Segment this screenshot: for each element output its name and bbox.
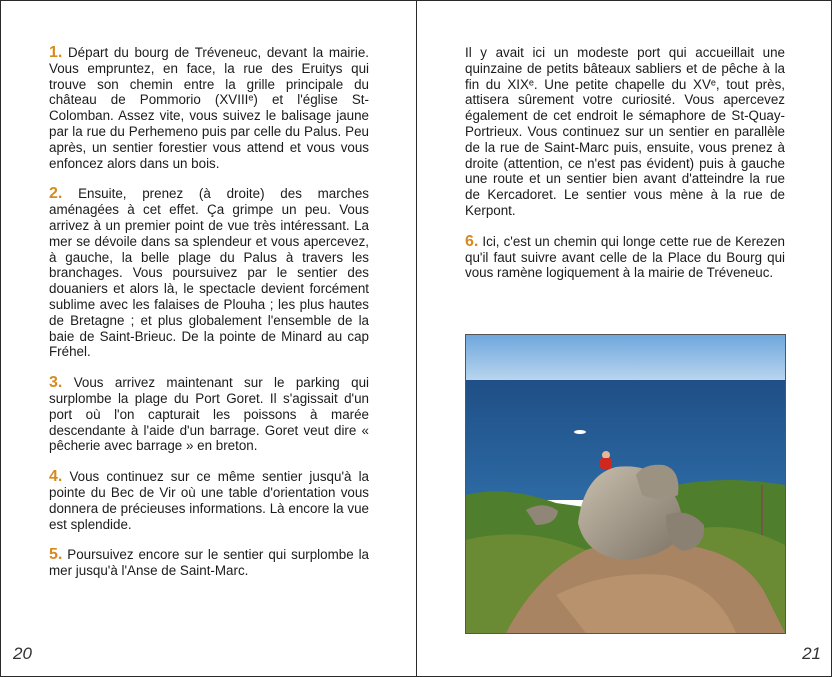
step-paragraph [465,234,785,281]
page-number-left: 20 [13,644,32,663]
step-number: 2. [49,185,63,203]
step-text: Vous arrivez maintenant sur le parking qui surplombe la plage du Port Goret. Il s'agissait d'un port où l'on capturait les poissons à marée descendante à l'aide d'un barrage. Goret veut dire « pêcherie avec barrage » en breton. [49,375,369,454]
left-page [1,1,416,676]
paragraph-text: Il y avait ici un modeste port qui accueillait une quinzaine de petits bâteaux sabliers et de pêche à la fin du XIXᵉ. Une petite chapelle du XVᵉ, tout près, attisera sûrement votre curiosité. Vous apercevez également de cet endroit le sémaphore de St-Quay-Portrieux. Vous continuez sur un sentier en parallèle de la rue de Saint-Marc puis, ensuite, vous prenez à droite (attention, ce n'est pas évident) puis à gauche une route et un sentier bien avant d'atteindre la rue de Kercadoret. Le sentier vous mène à la rue de Kerpont. [465,45,785,218]
rock-back [636,465,678,499]
step-paragraph [49,375,369,454]
right-text-column [465,45,785,296]
continued-paragraph [465,45,785,219]
step-text: Ici, c'est un chemin qui longe cette rue de Kerezen qu'il faut suivre avant celle de la Place du Bourg qui vous ramène logiquement à la mairie de Tréveneuc. [465,233,785,281]
person-body [600,458,612,469]
step-text: Poursuivez encore sur le sentier qui surplombe la mer jusqu'à l'Anse de Saint-Marc. [49,547,369,579]
left-text-column [49,45,369,594]
coastal-photo-illustration [466,335,785,633]
step-number: 1. [49,44,63,61]
step-text: Ensuite, prenez (à droite) des marches aménagées à cet effet. Ça grimpe un peu. Vous arrivez à un premier point de vue très intéressant. La mer se dévoile dans sa splendeur et vous apercevez, à gauche, la belle plage du Palus à travers les branchages. Vous poursuivez par le sentier des douaniers et alors là, le spectacle devient forcément sublime avec les falaises de Plouha ; les plus hautes de Bretagne ; et plus globalement l'ensemble de la baie de Saint-Brieuc. De la pointe de Minard au cap Fréhel. [49,186,369,360]
coastal-photo [465,334,786,634]
step-text: Vous continuez sur ce même sentier jusqu'à la pointe du Bec de Vir où une table d'orientation vous donnera de précieuses informations. Là encore la vue est splendide. [49,469,369,532]
sky [466,335,785,381]
step-number: 6. [465,232,479,250]
right-page [417,1,831,676]
step-text: Départ du bourg de Tréveneuc, devant la mairie. Vous empruntez, en face, la rue des Eruitys qui trouve son chemin entre la grille principale du château de Pommorio (XVIIIᵉ) et l'église St-Colomban. Assez vite, vous suivez le balisage jaune par la rue du Perhemeno puis par celle du Palus. Peu après, un sentier forestier vous attend et vous vous enfoncez alors dans un bois. [49,45,369,171]
step-number: 3. [49,374,63,392]
step-number: 4. [49,468,63,486]
step-paragraph [49,186,369,360]
step-paragraph [49,547,369,579]
step-number: 5. [49,546,63,564]
page-number-right: 21 [802,644,821,663]
boat [574,430,586,434]
person-head [602,451,610,459]
step-paragraph [49,469,369,532]
step-paragraph [49,45,369,171]
